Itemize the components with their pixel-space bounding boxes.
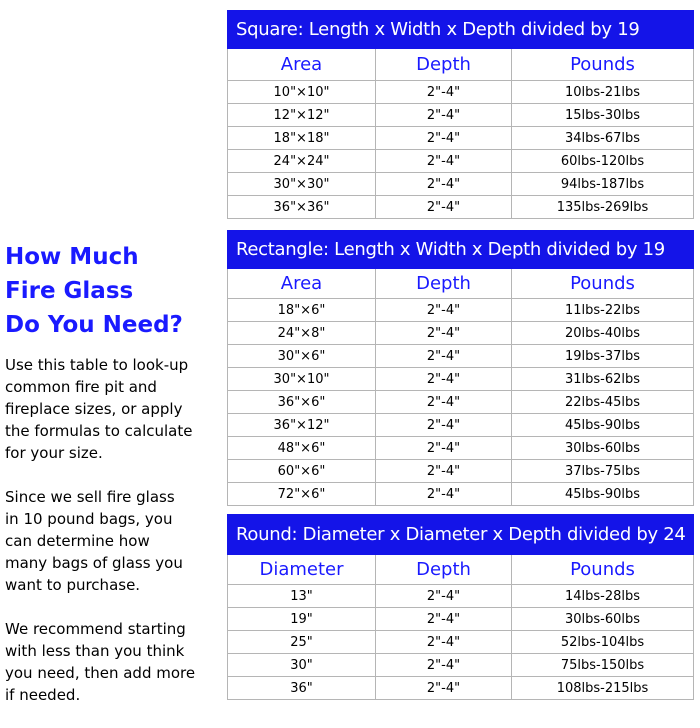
- area-cell: 48"×6": [228, 437, 376, 460]
- square-table-title: Square: Length x Width x Depth divided by 19: [228, 11, 694, 49]
- column-header-pounds: Pounds: [512, 49, 694, 81]
- round-table: [227, 514, 694, 700]
- pounds-cell: 45lbs-90lbs: [512, 483, 694, 506]
- headline-line-2: Fire Glass: [5, 278, 134, 304]
- depth-cell: 2"-4": [376, 654, 512, 677]
- table-row: [228, 81, 694, 104]
- column-header-area: Area: [228, 49, 376, 81]
- table-row: [228, 299, 694, 322]
- pounds-cell: 15lbs-30lbs: [512, 104, 694, 127]
- pounds-cell: 19lbs-37lbs: [512, 345, 694, 368]
- table-row: [228, 368, 694, 391]
- depth-cell: 2"-4": [376, 173, 512, 196]
- diameter-cell: 30": [228, 654, 376, 677]
- diameter-cell: 25": [228, 631, 376, 654]
- table-row: [228, 585, 694, 608]
- table-row: [228, 483, 694, 506]
- depth-cell: 2"-4": [376, 345, 512, 368]
- intro-paragraph-recommend: We recommend starting with less than you think you need, then add more if needed.: [5, 620, 196, 704]
- column-header-depth: Depth: [376, 269, 512, 299]
- depth-cell: 2"-4": [376, 483, 512, 506]
- table-row: [228, 322, 694, 345]
- area-cell: 18"×18": [228, 127, 376, 150]
- depth-cell: 2"-4": [376, 81, 512, 104]
- depth-cell: 2"-4": [376, 368, 512, 391]
- table-row: [228, 631, 694, 654]
- table-row: [228, 414, 694, 437]
- rectangle-table-title: Rectangle: Length x Width x Depth divided by 19: [228, 231, 694, 269]
- pounds-cell: 45lbs-90lbs: [512, 414, 694, 437]
- table-row: [228, 127, 694, 150]
- table-row: [228, 677, 694, 700]
- pounds-cell: 135lbs-269lbs: [512, 196, 694, 219]
- depth-cell: 2"-4": [376, 677, 512, 700]
- intro-paragraph-bags: Since we sell fire glass in 10 pound bags, you can determine how many bags of glass you want to purchase.: [5, 488, 183, 594]
- pounds-cell: 52lbs-104lbs: [512, 631, 694, 654]
- pounds-cell: 31lbs-62lbs: [512, 368, 694, 391]
- area-cell: 24"×24": [228, 150, 376, 173]
- column-header-pounds: Pounds: [512, 269, 694, 299]
- pounds-cell: 11lbs-22lbs: [512, 299, 694, 322]
- depth-cell: 2"-4": [376, 127, 512, 150]
- table-row: [228, 608, 694, 631]
- area-cell: 36"×6": [228, 391, 376, 414]
- table-row: [228, 104, 694, 127]
- pounds-cell: 30lbs-60lbs: [512, 437, 694, 460]
- depth-cell: 2"-4": [376, 104, 512, 127]
- depth-cell: 2"-4": [376, 391, 512, 414]
- square-table: [227, 10, 694, 219]
- round-table-title: Round: Diameter x Diameter x Depth divided by 24: [228, 515, 694, 555]
- area-cell: 18"×6": [228, 299, 376, 322]
- area-cell: 30"×10": [228, 368, 376, 391]
- pounds-cell: 22lbs-45lbs: [512, 391, 694, 414]
- depth-cell: 2"-4": [376, 299, 512, 322]
- table-row: [228, 196, 694, 219]
- table-row: [228, 437, 694, 460]
- column-header-depth: Depth: [376, 555, 512, 585]
- rectangle-table: [227, 230, 694, 506]
- column-header-depth: Depth: [376, 49, 512, 81]
- pounds-cell: 30lbs-60lbs: [512, 608, 694, 631]
- column-header-diameter: Diameter: [228, 555, 376, 585]
- table-row: [228, 391, 694, 414]
- pounds-cell: 34lbs-67lbs: [512, 127, 694, 150]
- depth-cell: 2"-4": [376, 631, 512, 654]
- table-row: [228, 150, 694, 173]
- depth-cell: 2"-4": [376, 322, 512, 345]
- table-row: [228, 173, 694, 196]
- pounds-cell: 20lbs-40lbs: [512, 322, 694, 345]
- area-cell: 60"×6": [228, 460, 376, 483]
- depth-cell: 2"-4": [376, 585, 512, 608]
- column-header-pounds: Pounds: [512, 555, 694, 585]
- table-row: [228, 345, 694, 368]
- area-cell: 36"×36": [228, 196, 376, 219]
- pounds-cell: 60lbs-120lbs: [512, 150, 694, 173]
- diameter-cell: 36": [228, 677, 376, 700]
- depth-cell: 2"-4": [376, 437, 512, 460]
- depth-cell: 2"-4": [376, 196, 512, 219]
- headline-line-3: Do You Need?: [5, 312, 183, 338]
- diameter-cell: 19": [228, 608, 376, 631]
- area-cell: 24"×8": [228, 322, 376, 345]
- headline-line-1: How Much: [5, 244, 139, 270]
- area-cell: 72"×6": [228, 483, 376, 506]
- depth-cell: 2"-4": [376, 460, 512, 483]
- area-cell: 10"×10": [228, 81, 376, 104]
- pounds-cell: 37lbs-75lbs: [512, 460, 694, 483]
- area-cell: 12"×12": [228, 104, 376, 127]
- column-header-area: Area: [228, 269, 376, 299]
- depth-cell: 2"-4": [376, 608, 512, 631]
- depth-cell: 2"-4": [376, 414, 512, 437]
- pounds-cell: 10lbs-21lbs: [512, 81, 694, 104]
- intro-paragraph-lookup: Use this table to look-up common fire pit and fireplace sizes, or apply the formulas to calculate for your size.: [5, 356, 193, 462]
- table-row: [228, 654, 694, 677]
- pounds-cell: 108lbs-215lbs: [512, 677, 694, 700]
- area-cell: 36"×12": [228, 414, 376, 437]
- intro-panel: [5, 240, 225, 728]
- area-cell: 30"×30": [228, 173, 376, 196]
- area-cell: 30"×6": [228, 345, 376, 368]
- pounds-cell: 14lbs-28lbs: [512, 585, 694, 608]
- pounds-cell: 75lbs-150lbs: [512, 654, 694, 677]
- pounds-cell: 94lbs-187lbs: [512, 173, 694, 196]
- diameter-cell: 13": [228, 585, 376, 608]
- depth-cell: 2"-4": [376, 150, 512, 173]
- table-row: [228, 460, 694, 483]
